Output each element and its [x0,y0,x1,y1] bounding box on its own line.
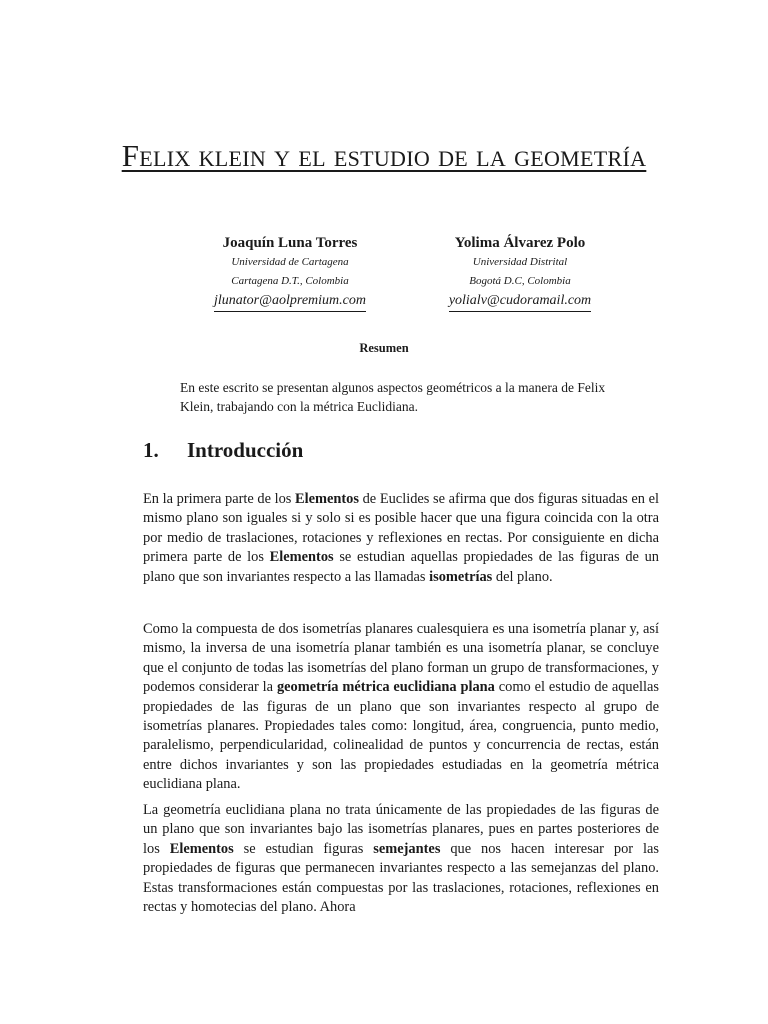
author-email[interactable]: jlunator@aolpremium.com [214,292,366,312]
paragraph-text: como el estudio de aquellas propiedades de las figuras de un plano que son invariantes respecto al grupo de isometrías planares. Propiedades tales como: longitud, área, congruencia, punto medio, paralelismo, perpendicularidad, colinealidad de puntos y concurrencia de rectas, están entre dichos invariantes y son las propiedades estudiadas en la geometría métrica euclidiana plana. [143,679,659,793]
author-block-2 [425,233,615,312]
author-location: Cartagena D.T., Colombia [231,275,349,287]
author-email[interactable]: yolialv@cudoramail.com [449,292,591,312]
bold-term: isometrías [429,568,493,585]
paper-title-text: Felix klein y el estudio de la geometría [121,138,647,173]
section-heading [143,436,303,464]
paragraph-text: En la primera parte de los [143,491,296,507]
bold-term: geometría métrica euclidiana plana [276,679,495,696]
bold-term: semejantes [373,840,441,857]
author-name: Joaquín Luna Torres [222,235,358,251]
paragraph-text: de Euclides se afirma que dos figuras situadas en el mismo plano son iguales si y solo si es posible hacer que una figura coincida con la otra por medio de traslaciones, rotaciones y reflexiones en rectas. Por consiguiente en dicha primera parte de los [143,491,659,566]
abstract-heading: Resumen [359,341,409,355]
author-name: Yolima Álvarez Polo [454,235,586,251]
section-number: 1. [143,438,159,462]
paragraph-text: La geometría euclidiana plana no trata únicamente de las propiedades de las figuras de un plano que son invariantes bajo las isometrías planares, pues en partes posteriores de los [143,802,659,857]
section-title: Introducción [187,438,304,462]
body-paragraph [143,620,659,795]
bold-term: Elementos [295,491,359,507]
author-location: Bogotá D.C, Colombia [469,275,571,287]
bold-term: Elementos [169,840,234,857]
paragraph-text: que nos hacen interesar por las propiedades de figuras que permanecen invariantes respecto a las semejanzas del plano. Estas transformaciones están compuestas por las traslaciones, rotaciones, reflexiones en rectas y homotecias del plano. Ahora [143,840,659,916]
abstract-text: En este escrito se presentan algunos aspectos geométricos a la manera de Felix Klein, trabajando con la métrica Euclidiana. [180,380,606,414]
author-block-1 [200,233,380,312]
body-paragraph [143,490,659,587]
paragraph-text: del plano. [492,568,553,585]
author-affiliation: Universidad Distrital [472,256,568,268]
bold-term: Elementos [269,549,334,566]
paragraph-text: se estudian aquellas propiedades de las figuras de un plano que son invariantes respecto a las llamadas [143,549,659,585]
paragraph-text: Como la compuesta de dos isometrías planares cualesquiera es una isometría planar y, así mismo, la inversa de una isometría planar también es una isometría planar, se concluye que el conjunto de todas las isometrías del plano forman un grupo de transformaciones, y podemos considerar la [143,621,659,696]
paper-title [100,138,668,174]
author-affiliation: Universidad de Cartagena [231,256,349,268]
body-paragraph [143,801,659,917]
paragraph-text: se estudian figuras [233,840,374,857]
